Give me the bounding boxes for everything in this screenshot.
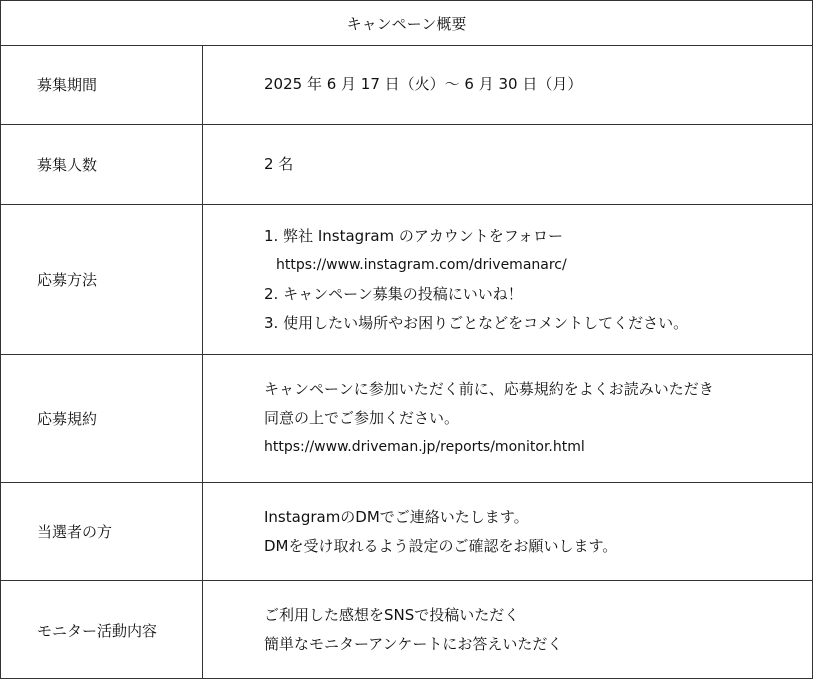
table-row-monitor-activity: [1, 581, 812, 679]
value-line: 2 名: [264, 155, 294, 173]
value-line: 1. 弊社 Instagram のアカウントをフォロー: [264, 226, 564, 245]
table-row-application-method: [1, 205, 812, 355]
table-row-application-terms: [1, 355, 812, 483]
value-line: 2025 年 6 月 17 日（火）～ 6 月 30 日（月）: [264, 75, 583, 93]
row-label: 当選者の方: [1, 483, 203, 580]
row-label: モニター活動内容: [1, 581, 203, 679]
value-line: DMを受け取れるよう設定のご確認をお願いします。: [264, 536, 618, 555]
row-value: [204, 45, 812, 124]
row-value: [204, 205, 812, 354]
table-row-winners: [1, 483, 812, 581]
table-row-recruitment-count: [1, 125, 812, 205]
row-value: [204, 581, 812, 679]
value-line: 簡単なモニターアンケートにお答えいただく: [264, 635, 563, 653]
value-line: 2. キャンペーン募集の投稿にいいね！: [264, 284, 523, 303]
instagram-link[interactable]: https://www.instagram.com/drivemanarc/: [276, 256, 567, 273]
row-label: 応募方法: [1, 205, 203, 354]
row-label: 募集人数: [1, 125, 203, 204]
table-title: キャンペーン概要: [1, 1, 812, 46]
value-line: ご利用した感想をSNSで投稿いただく: [264, 606, 520, 624]
row-label: 募集期間: [1, 45, 203, 124]
row-label: 応募規約: [1, 355, 203, 482]
row-value: [204, 483, 812, 580]
row-value: [204, 125, 812, 204]
value-line: キャンペーンに参加いただく前に、応募規約をよくお読みいただき: [264, 380, 714, 398]
terms-link[interactable]: https://www.driveman.jp/reports/monitor.html: [264, 439, 585, 455]
value-line: 同意の上でご参加ください。: [264, 409, 460, 427]
value-line: InstagramのDMでご連絡いたします。: [264, 507, 529, 526]
row-value: [204, 355, 812, 482]
value-line: 3. 使用したい場所やお困りごとなどをコメントしてください。: [264, 313, 689, 332]
table-row-recruitment-period: [1, 45, 812, 125]
